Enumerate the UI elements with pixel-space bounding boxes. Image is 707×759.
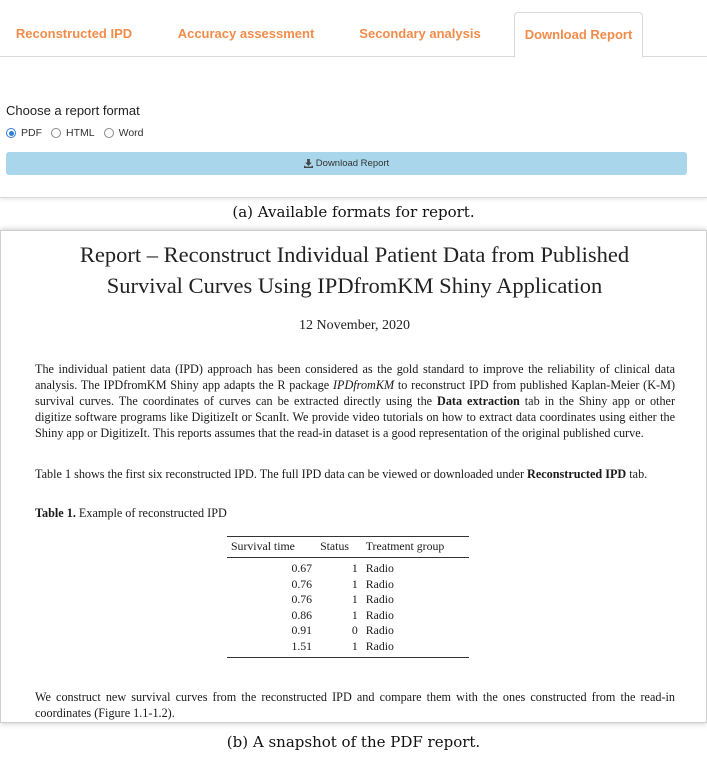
radio-pdf[interactable] bbox=[6, 127, 42, 139]
cell-status: 1 bbox=[351, 576, 358, 591]
cell-treatment-group: Radio bbox=[365, 561, 394, 575]
report-title-line-1: Report – Reconstruct Individual Patient Data from Published bbox=[79, 242, 630, 267]
data-extraction-term: Data extraction bbox=[437, 394, 520, 408]
cell-status: 1 bbox=[316, 639, 362, 658]
table-caption bbox=[35, 506, 227, 521]
text-run: tab. bbox=[626, 467, 648, 481]
cell-survival-time: 0.86 bbox=[291, 607, 313, 622]
table-row bbox=[227, 608, 469, 624]
cell-survival-time: 0.67 bbox=[291, 561, 313, 575]
report-closing-paragraph: We construct new survival curves from the reconstructed IPD and compare them with the ones constructed from the read-in coordinates (Figure 1.1-1.2). bbox=[35, 690, 675, 720]
cell-treatment-group: Radio bbox=[365, 607, 394, 622]
text-run: Table 1 shows the first six reconstructed IPD. The full IPD data can be viewed or downloaded under bbox=[35, 467, 528, 481]
reconstructed-ipd-term: Reconstructed IPD bbox=[527, 467, 627, 481]
radio-word-label: Word bbox=[118, 127, 144, 139]
report-table-intro-paragraph bbox=[35, 466, 675, 482]
tab-accuracy-assessment[interactable]: Accuracy assessment bbox=[177, 26, 315, 41]
table-row bbox=[227, 639, 469, 658]
cell-survival-time: 1.51 bbox=[227, 639, 316, 658]
report-date: 12 November, 2020 bbox=[298, 318, 411, 333]
reconstructed-ipd-table bbox=[227, 536, 469, 658]
cell-treatment-group: Radio bbox=[365, 623, 394, 637]
cell-survival-time: 0.76 bbox=[291, 592, 313, 606]
table-row bbox=[227, 623, 469, 639]
radio-indicator[interactable] bbox=[51, 128, 61, 138]
report-title bbox=[1, 239, 707, 301]
caption-b: (b) A snapshot of the PDF report. bbox=[226, 733, 481, 751]
report-title-line-2: Survival Curves Using IPDfromKM Shiny Application bbox=[106, 273, 603, 298]
cell-treatment-group: Radio bbox=[365, 592, 394, 606]
tab-secondary-analysis[interactable]: Secondary analysis bbox=[359, 26, 481, 41]
radio-indicator[interactable] bbox=[104, 128, 114, 138]
text-run: The individual patient data (IPD) approach has been considered as the gold standard to improve the reliability of clinical data analysis. The IPDfromKM Shiny app adapts the R package bbox=[35, 362, 675, 392]
download-report-label: Download Report bbox=[315, 158, 390, 169]
column-header-treatment-group: Treatment group bbox=[362, 537, 469, 558]
report-format-radio-group bbox=[6, 127, 153, 139]
tab-download-report[interactable]: Download Report bbox=[514, 12, 643, 58]
report-format-label: Choose a report format bbox=[6, 103, 140, 118]
cell-survival-time: 0.91 bbox=[291, 623, 313, 637]
table-caption-label: Table 1. bbox=[35, 506, 76, 520]
caption-a: (a) Available formats for report. bbox=[232, 203, 475, 221]
column-header-status: Status bbox=[316, 537, 362, 558]
text-run: to reconstruct IPD from published Kaplan-Meier (K-M) survival curves. The coordinates of curves can be extracted directly using the bbox=[35, 378, 675, 408]
report-intro-paragraph bbox=[35, 361, 675, 441]
radio-pdf-label: PDF bbox=[21, 127, 42, 139]
table-row bbox=[227, 558, 469, 577]
radio-word[interactable] bbox=[104, 127, 144, 139]
radio-html-label: HTML bbox=[66, 127, 95, 139]
cell-status: 1 bbox=[351, 607, 358, 622]
download-icon bbox=[304, 159, 313, 168]
cell-survival-time: 0.76 bbox=[291, 576, 313, 591]
package-name: IPDfromKM bbox=[332, 378, 395, 392]
table-row bbox=[227, 592, 469, 608]
table-row bbox=[227, 577, 469, 593]
cell-status: 1 bbox=[351, 561, 358, 575]
column-header-survival-time: Survival time bbox=[227, 537, 316, 558]
cell-status: 0 bbox=[351, 623, 358, 637]
tab-bar bbox=[0, 12, 707, 57]
tab-reconstructed-ipd[interactable]: Reconstructed IPD bbox=[15, 26, 133, 41]
cell-treatment-group: Radio bbox=[365, 576, 394, 591]
text-run: tab in the Shiny app or other digitize software programs like DigitizeIt or ScanIt. We provide video tutorials on how to extract data coordinates using either the Shiny app or DigitizeIt. This reports assumes that the read-in dataset is a good representation of the original published curve. bbox=[35, 394, 675, 440]
pdf-report-snapshot bbox=[0, 230, 707, 723]
table-header-row bbox=[227, 537, 469, 558]
shiny-app-panel bbox=[0, 0, 707, 198]
cell-treatment-group: Radio bbox=[362, 639, 469, 658]
table-caption-text: Example of reconstructed IPD bbox=[75, 506, 227, 520]
cell-status: 1 bbox=[351, 592, 358, 606]
download-report-button[interactable] bbox=[6, 152, 687, 175]
radio-selected-indicator[interactable] bbox=[6, 128, 16, 138]
radio-html[interactable] bbox=[51, 127, 95, 139]
